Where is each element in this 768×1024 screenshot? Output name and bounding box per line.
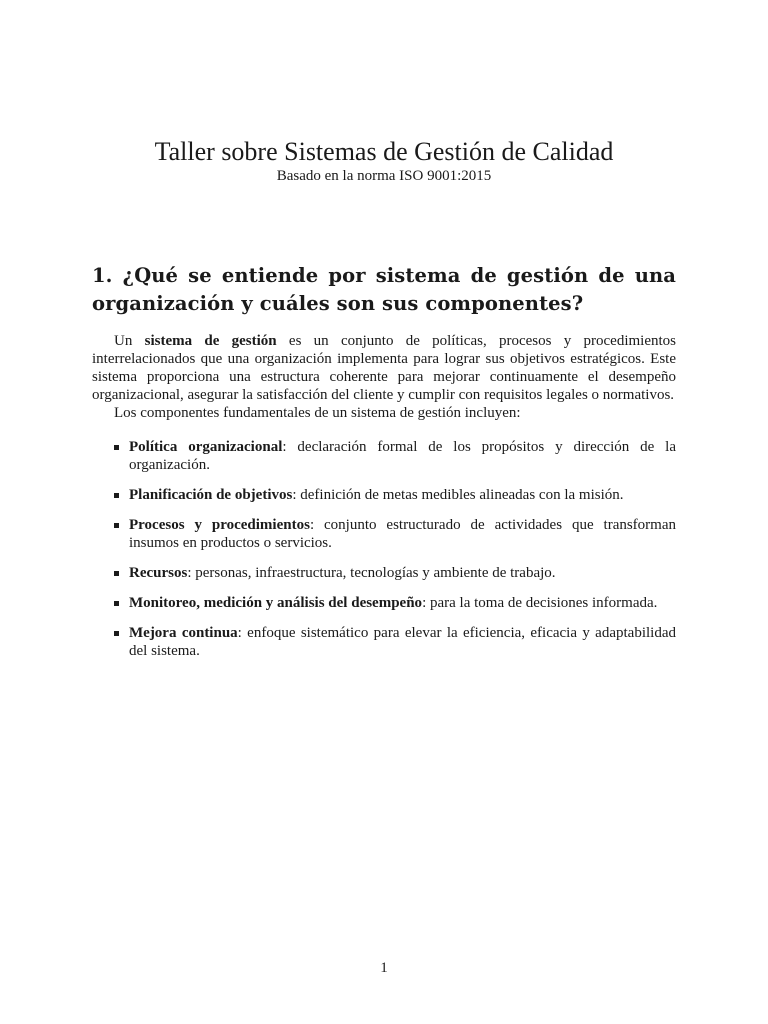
intro-before: Un xyxy=(114,333,145,349)
bullet-icon xyxy=(114,571,119,576)
component-term: Mejora continua xyxy=(129,625,238,641)
list-item xyxy=(92,516,676,552)
intro-bold-term: sistema de gestión xyxy=(144,333,277,349)
component-description: : para la toma de decisiones informada. xyxy=(422,595,658,611)
intro-paragraph xyxy=(92,332,676,404)
component-term: Política organizacional xyxy=(129,439,283,455)
component-term: Planificación de objetivos xyxy=(129,487,293,503)
bullet-icon xyxy=(114,493,119,498)
page-number: 1 xyxy=(380,960,388,976)
section-1 xyxy=(92,262,676,672)
component-description: : conjunto estructurado de actividades que transforman insumos en productos o servicios. xyxy=(129,517,677,551)
component-description: : enfoque sistemático para elevar la eficiencia, eficacia y adaptabilidad del sistema. xyxy=(129,625,676,659)
bullet-icon xyxy=(114,523,119,528)
list-item xyxy=(92,438,676,474)
component-term: Procesos y procedimientos xyxy=(129,517,310,533)
list-item xyxy=(92,594,676,612)
list-item xyxy=(92,564,676,582)
list-item xyxy=(92,486,676,504)
component-description: : personas, infraestructura, tecnologías y ambiente de trabajo. xyxy=(187,565,556,581)
component-term: Monitoreo, medición y análisis del desempeño xyxy=(129,595,423,611)
bullet-icon xyxy=(114,601,119,606)
document-title: Taller sobre Sistemas de Gestión de Calidad xyxy=(154,137,614,166)
section-heading: 1. ¿Qué se entiende por sistema de gestión de una organización y cuáles son sus componentes? xyxy=(92,264,676,315)
components-list xyxy=(92,438,676,660)
component-description: : declaración formal de los propósitos y dirección de la organización. xyxy=(129,439,676,473)
bullet-icon xyxy=(114,631,119,636)
component-term: Recursos xyxy=(129,565,188,581)
title-block xyxy=(92,136,676,184)
list-item xyxy=(92,624,676,660)
bullet-icon xyxy=(114,445,119,450)
components-lead: Los componentes fundamentales de un sistema de gestión incluyen: xyxy=(114,405,521,421)
document-subtitle: Basado en la norma ISO 9001:2015 xyxy=(276,168,492,184)
intro-after: es un conjunto de políticas, procesos y procedimientos interrelacionados que una organización implementa para lograr sus objetivos estratégicos. Este sistema proporciona una estructura coherente para mejorar continuamente el desempeño organizacional, asegurar la satisfacción del cliente y cumplir con requisitos legales o normativos. xyxy=(92,333,676,403)
component-description: : definición de metas medibles alineadas con la misión. xyxy=(292,487,624,503)
